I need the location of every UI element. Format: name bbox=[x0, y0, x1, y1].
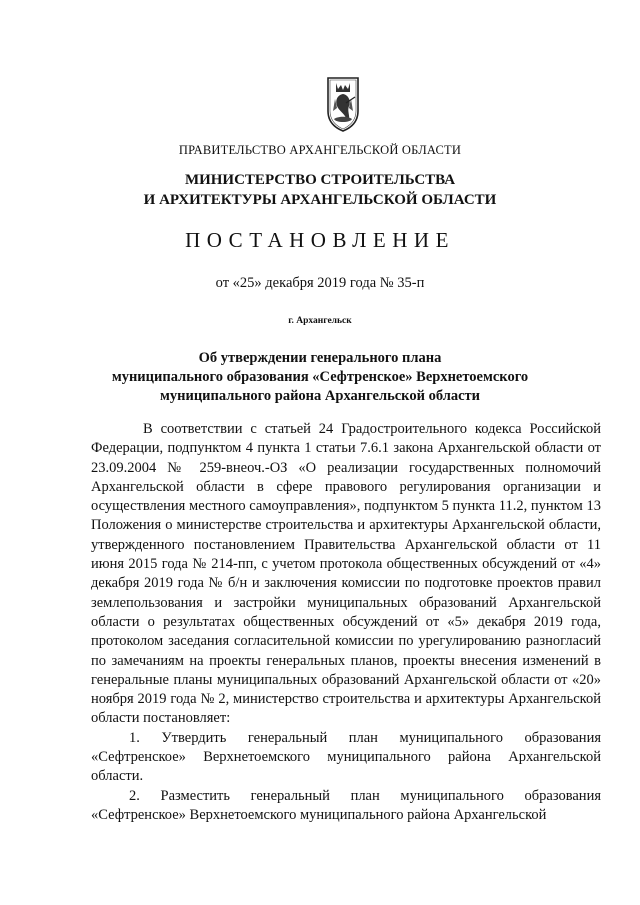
document-title-line1: Об утверждении генерального плана bbox=[198, 350, 442, 366]
document-title-line3: муниципального района Архангельской области bbox=[159, 388, 481, 404]
document-title bbox=[0, 349, 640, 406]
document-body bbox=[91, 420, 601, 825]
preamble-paragraph: В соответствии с статьей 24 Градостроительного кодекса Российской Федерации, подпунктом 4 пункта 1 статьи 7.6.1 закона Архангельской области от 23.09.2004 № 259-внеоч.-ОЗ «О реализации государственных полномочий Архангельской области в сфере правового регулирования организации и осуществления местного самоуправления», подпунктом 5 пункта 11.2, пунктом 13 Положения о министерстве строительства и архитектуры Архангельской области, утвержденного постановлением Правительства Архангельской области от 11 июня 2015 года № 214-пп, с учетом протокола общественных обсуждений от «4» декабря 2019 года № б/н и заключения комиссии по подготовке проектов правил землепользования и застройки муниципальных образований Архангельской области о результатах общественных обсуждений от «5» декабря 2019 года, протоколом заседания согласительной комиссии по урегулированию разногласий по замечаниям на проекты генеральных планов, проекты внесения изменений в генеральные планы муниципальных образований Архангельской области от «20» ноября 2019 года № 2, министерство строительства и архитектуры Архангельской области постановляет: bbox=[91, 421, 601, 727]
ministry-name-line1: МИНИСТЕРСТВО СТРОИТЕЛЬСТВА bbox=[184, 172, 456, 188]
item-1-paragraph: 1. Утвердить генеральный план муниципального образования «Сефтренское» Верхнетоемского муниципального района Архангельской области. bbox=[91, 729, 601, 785]
document-city: г. Архангельск bbox=[288, 316, 352, 326]
government-name: ПРАВИТЕЛЬСТВО АРХАНГЕЛЬСКОЙ ОБЛАСТИ bbox=[178, 143, 462, 157]
document-title-line2: муниципального образования «Сефтренское» Верхнетоемского bbox=[111, 369, 529, 385]
ministry-name bbox=[0, 170, 640, 210]
item-2-paragraph: 2. Разместить генеральный план муниципального образования «Сефтренское» Верхнетоемского муниципального района Архангельской bbox=[91, 787, 601, 823]
ministry-name-line2: И АРХИТЕКТУРЫ АРХАНГЕЛЬСКОЙ ОБЛАСТИ bbox=[143, 192, 497, 208]
coat-of-arms-icon bbox=[322, 75, 364, 133]
document-date-number: от «25» декабря 2019 года № 35-п bbox=[215, 275, 425, 291]
document-type: ПОСТАНОВЛЕНИЕ bbox=[185, 228, 455, 252]
